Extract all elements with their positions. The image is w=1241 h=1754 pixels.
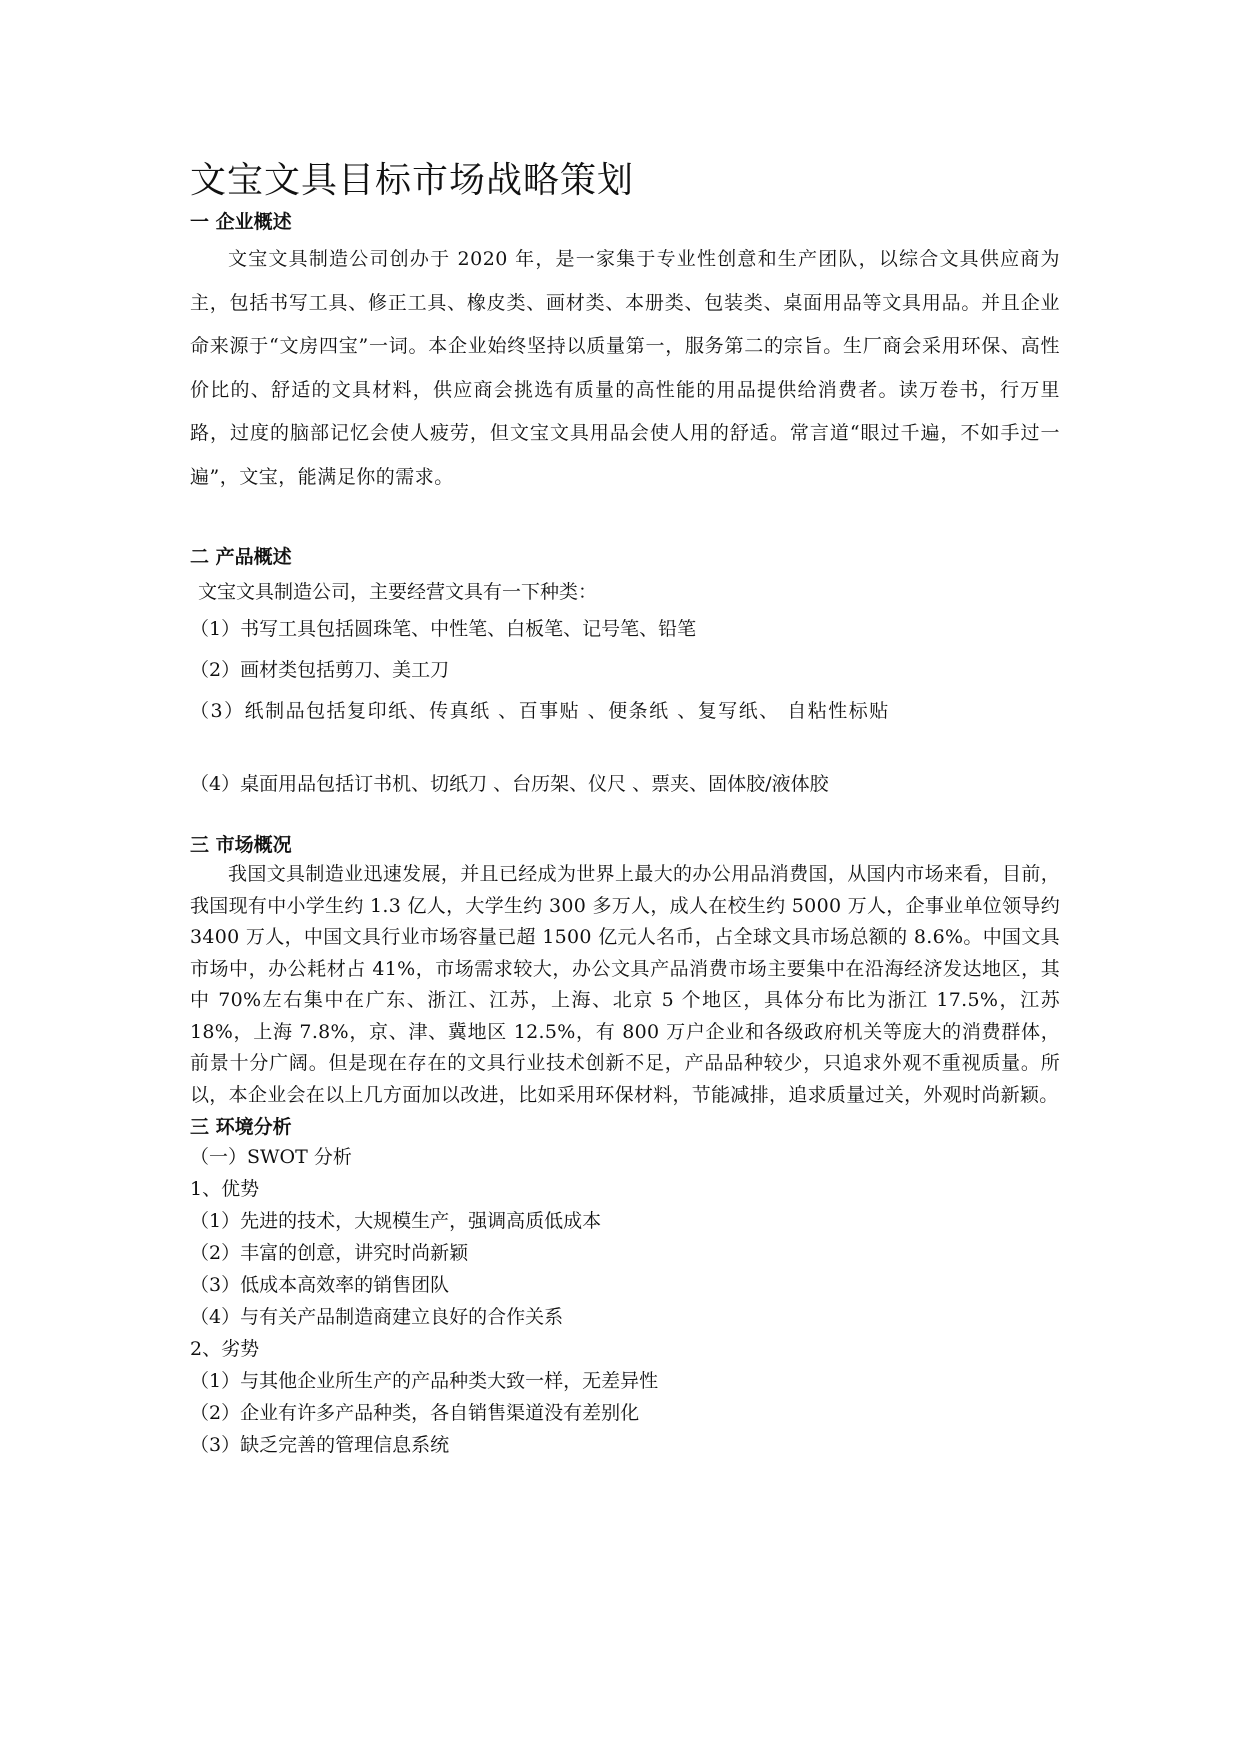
- section-heading-overview: 一 企业概述: [190, 211, 292, 233]
- swot-subheading: （一）SWOT 分析: [190, 1146, 352, 1168]
- weakness-item: （3）缺乏完善的管理信息系统: [190, 1434, 450, 1456]
- strengths-label: 1、优势: [190, 1178, 260, 1200]
- overview-paragraph: 文宝文具制造公司创办于 2020 年，是一家集于专业性创意和生产团队，以综合文具供应商为主，包括书写工具、修正工具、橡皮类、画材类、本册类、包装类、桌面用品等文具用品。并且企业命来源于“文房四宝”一词。本企业始终坚持以质量第一，服务第二的宗旨。生厂商会采用环保、高性价比的、舒适的文具材料，供应商会挑选有质量的高性能的用品提供给消费者。读万卷书，行万里路，过度的脑部记忆会使人疲劳，但文宝文具用品会使人用的舒适。常言道“眼过千遍，不如手过一遍”，文宝，能满足你的需求。: [190, 248, 1060, 488]
- document-page: [190, 155, 1060, 1461]
- weakness-item: （2）企业有许多产品种类，各自销售渠道没有差别化: [190, 1402, 640, 1424]
- products-intro: 文宝文具制造公司，主要经营文具有一下种类：: [198, 581, 598, 603]
- section-heading-market: 三 市场概况: [190, 834, 292, 856]
- product-item: （3）纸制品包括复印纸、传真纸 、百事贴 、便条纸 、复写纸、 自粘性标贴: [190, 700, 890, 722]
- product-item: （2）画材类包括剪刀、美工刀: [190, 659, 450, 681]
- section-heading-products: 二 产品概述: [190, 546, 292, 568]
- strength-item: （3）低成本高效率的销售团队: [190, 1274, 450, 1296]
- market-paragraph: 我国文具制造业迅速发展，并且已经成为世界上最大的办公用品消费国，从国内市场来看，目前，我国现有中小学生约 1.3 亿人，大学生约 300 多万人，成人在校生约 5000 万人，企事业单位领导约 3400 万人，中国文具行业市场容量已超 1500 亿元人名币，占全球文具市场总额的 8.6%。中国文具市场中，办公耗材占 41%，市场需求较大，办公文具产品消费市场主要集中在沿海经济发达地区，其中 70%左右集中在广东、浙江、江苏，上海、北京 5 个地区，具体分布比为浙江 17.5%，江苏 18%，上海 7.8%，京、津、冀地区 12.5%，有 800 万户企业和各级政府机关等庞大的消费群体，前景十分广阔。但是现在存在的文具行业技术创新不足，产品品种较少，只追求外观不重视质量。所以，本企业会在以上几方面加以改进，比如采用环保材料，节能减排，追求质量过关，外观时尚新颖。: [190, 863, 1060, 1106]
- strength-item: （4）与有关产品制造商建立良好的合作关系: [190, 1306, 564, 1328]
- weaknesses-label: 2、劣势: [190, 1338, 260, 1360]
- strength-item: （1）先进的技术，大规模生产，强调高质低成本: [190, 1210, 602, 1232]
- document-title: 文宝文具目标市场战略策划: [190, 160, 635, 201]
- product-item: （1）书写工具包括圆珠笔、中性笔、白板笔、记号笔、铅笔: [190, 618, 697, 640]
- section-heading-environment: 三 环境分析: [190, 1116, 292, 1138]
- product-item: （4）桌面用品包括订书机、切纸刀 、台历架、仪尺 、票夹、固体胶/液体胶: [190, 773, 829, 795]
- strength-item: （2）丰富的创意，讲究时尚新颖: [190, 1242, 469, 1264]
- weakness-item: （1）与其他企业所生产的产品种类大致一样，无差异性: [190, 1370, 659, 1392]
